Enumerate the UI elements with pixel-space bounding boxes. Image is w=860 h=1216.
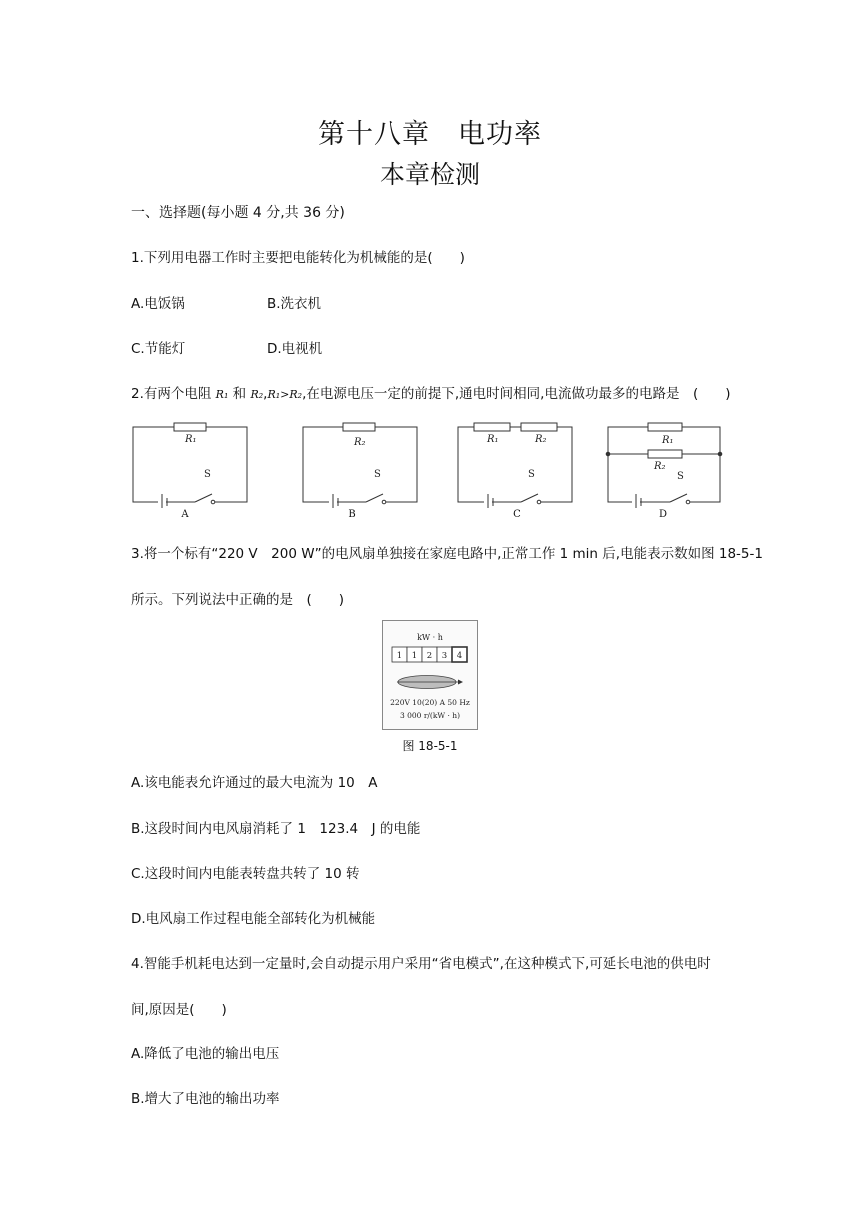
circuit-d-switch-label: S [677,471,684,482]
circuit-c-resistor-1 [474,423,510,431]
energy-meter-figure [382,620,478,730]
circuit-d-resistor-2-label: R₂ [654,461,666,472]
meter-digit: 4 [456,651,463,661]
circuit-c-resistor-2 [521,423,557,431]
question-3-option-a: A.该电能表允许通过的最大电流为 10 A [131,775,378,791]
circuit-c-wire [458,427,572,502]
page-subtitle: 本章检测 [379,160,480,189]
question-2-stem-a: 2.有两个电阻 [131,386,216,402]
question-2-stem-b: 和 [228,386,251,402]
chapter-title: 第十八章 电功率 [318,119,542,150]
figure-caption: 图 18-5-1 [402,739,458,753]
circuit-c-resistor-2-label: R₂ [535,434,547,445]
question-4-stem-line-2: 间,原因是( ) [131,1002,227,1018]
circuit-d-resistor-2 [648,450,682,458]
circuit-a-label: A [181,509,189,520]
question-3-stem-line-1: 3.将一个标有“220 V 200 W”的电风扇单独接在家庭电路中,正常工作 1 min 后,电能表示数如图 18-5-1 [131,546,763,562]
question-3-option-d: D.电风扇工作过程电能全部转化为机械能 [131,911,376,927]
meter-digit: 1 [396,651,403,661]
question-1-stem: 1.下列用电器工作时主要把电能转化为机械能的是( ) [131,250,465,266]
question-4-option-b: B.增大了电池的输出功率 [131,1091,280,1107]
circuit-b-resistor [343,423,375,431]
circuit-a-switch-label: S [204,469,211,480]
circuit-b-resistor-label: R₂ [354,437,366,448]
question-1-option-d: D.电视机 [267,341,323,357]
circuit-diagrams [0,418,860,508]
circuit-c-switch-label: S [528,469,535,480]
circuit-b-label: B [348,509,356,520]
question-2-stem-c: ,在电源电压一定的前提下,通电时间相同,电流做功最多的电路是 ( ) [302,386,731,402]
meter-digit: 1 [411,651,418,661]
meter-digit: 3 [441,651,448,661]
meter-rating: 220V 10(20) A 50 Hz [390,698,470,707]
meter-constant: 3 000 r/(kW · h) [399,711,461,720]
question-4-stem-line-1: 4.智能手机耗电达到一定量时,会自动提示用户采用“省电模式”,在这种模式下,可延长电池的供电时 [131,956,711,972]
circuit-b [303,423,417,508]
question-3-option-c: C.这段时间内电能表转盘共转了 10 转 [131,866,360,882]
question-4-option-a: A.降低了电池的输出电压 [131,1046,280,1062]
resistor-r2-symbol: R₂ [250,388,264,401]
circuit-c [458,423,572,508]
question-3-stem-line-2: 所示。下列说法中正确的是 ( ) [131,592,345,608]
resistor-condition: R₁>R₂ [267,388,303,401]
question-3-option-b: B.这段时间内电风扇消耗了 1 123.4 J 的电能 [131,821,421,837]
meter-unit: kW · h [417,633,443,642]
circuit-d-resistor-1-label: R₁ [662,435,674,446]
resistor-r1-symbol: R₁ [215,388,229,401]
circuit-d-label: D [658,509,668,520]
energy-meter-drawing [383,621,477,729]
circuit-c-resistor-1-label: R₁ [487,434,499,445]
question-1-option-b: B.洗衣机 [267,296,322,312]
circuit-b-switch-label: S [374,469,381,480]
question-1-option-a: A.电饭锅 [131,296,185,312]
question-2-stem: 2.有两个电阻 R₁ 和 R₂,R₁>R₂,在电源电压一定的前提下,通电时间相同,电流做功最多的电路是 ( ) [131,386,731,402]
question-1-option-c: C.节能灯 [131,341,186,357]
circuit-a-resistor [174,423,206,431]
section-heading: 一、选择题(每小题 4 分,共 36 分) [131,205,345,221]
meter-digit: 2 [426,651,433,661]
circuit-d-resistor-1 [648,423,682,431]
circuit-c-label: C [513,509,521,520]
circuit-a-resistor-label: R₁ [185,434,197,445]
